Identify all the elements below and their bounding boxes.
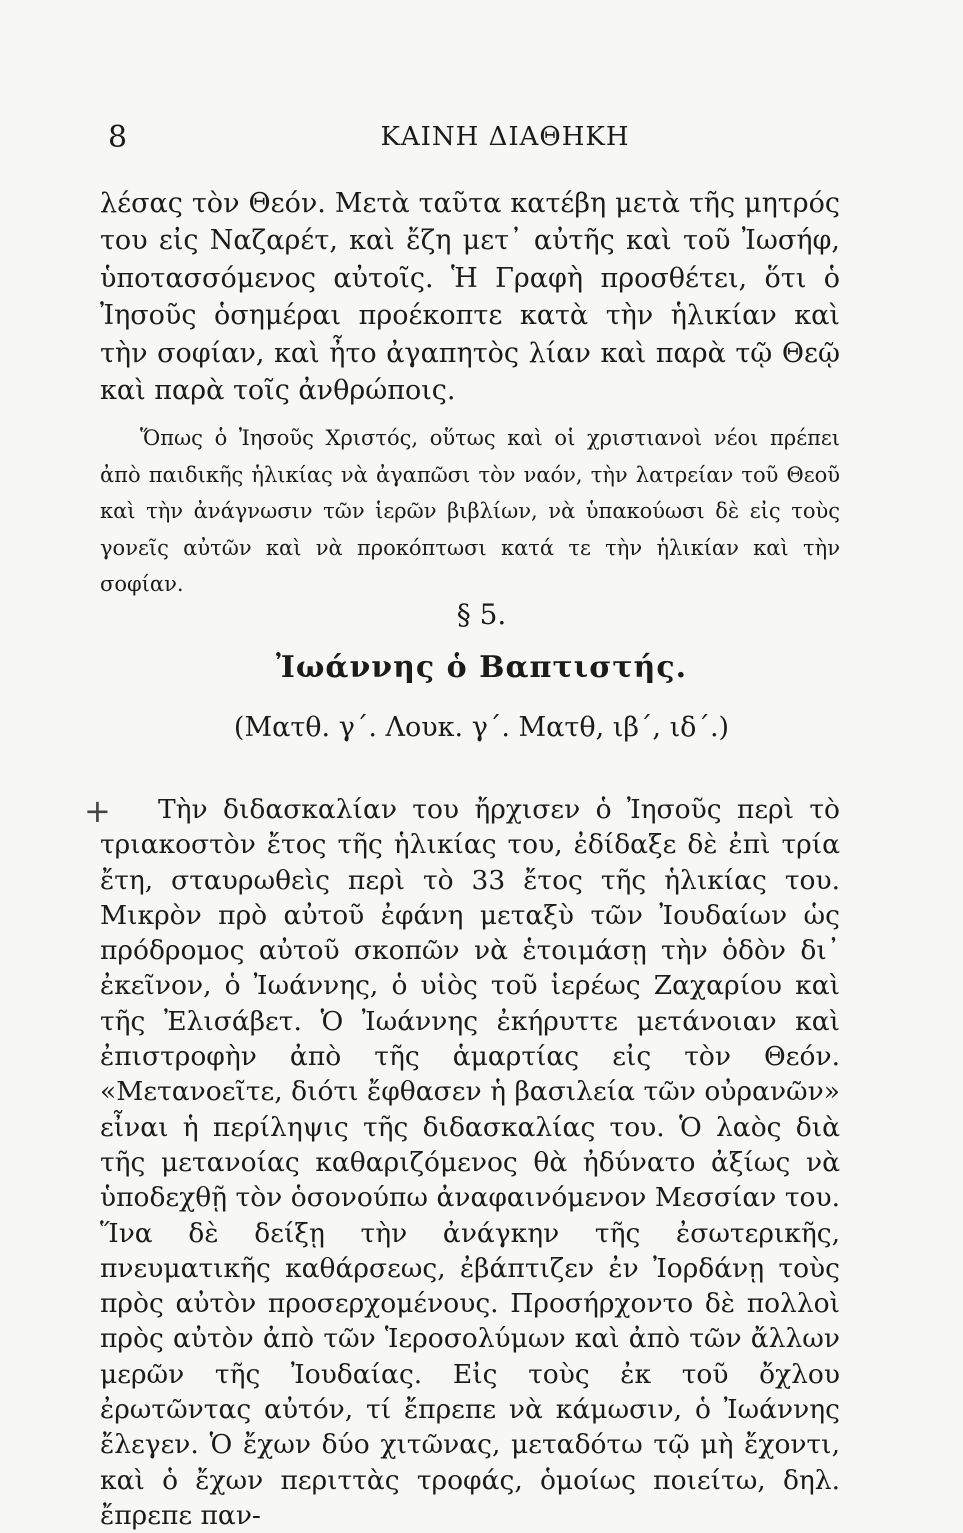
paragraph-2-text: Ὅπως ὁ Ἰησοῦς Χριστός, οὕτως καὶ οἱ χριστιανοὶ νέοι πρέπει ἀπὸ παιδικῆς ἡλικίας νὰ ἀγαπῶσι τὸν ναόν, τὴν λατρείαν τοῦ Θεοῦ καὶ τὴν ἀνάγνωσιν τῶν ἱερῶν βιβλίων, νὰ ὑπακούωσι δὲ εἰς τοὺς γονεῖς αὐτῶν καὶ νὰ προκόπτωσι κατά τε τὴν ἡλικίαν καὶ τὴν σοφίαν. bbox=[100, 426, 840, 596]
running-head: ΚΑΙΝΗ ΔΙΑΘΗΚΗ bbox=[380, 122, 630, 152]
paragraph-3 bbox=[100, 792, 840, 1533]
section-references: (Ματθ. γ΄. Λουκ. γ΄. Ματθ, ιβ΄, ιδ΄.) bbox=[233, 712, 730, 743]
paragraph-2 bbox=[100, 420, 840, 603]
paragraph-3-text: Τὴν διδασκαλίαν του ἤρχισεν ὁ Ἰησοῦς περὶ τὸ τριακοστὸν ἔτος τῆς ἡλικίας του, ἐδίδαξε δὲ ἐπὶ τρία ἔτη, σταυρωθεὶς περὶ τὸ 33 ἔτος τῆς ἡλικίας του. Μικρὸν πρὸ αὐτοῦ ἐφάνη μεταξὺ τῶν Ἰουδαίων ὡς πρόδρομος αὐτοῦ σκοπῶν νὰ ἑτοιμάσῃ τὴν ὁδὸν δι᾽ ἐκεῖνον, ὁ Ἰωάννης, ὁ υἱὸς τοῦ ἱερέως Ζαχαρίου καὶ τῆς Ἐλισάβετ. Ὁ Ἰωάννης ἐκήρυττε μετάνοιαν καὶ ἐπιστροφὴν ἀπὸ τῆς ἁμαρτίας εἰς τὸν Θεόν. «Μετανοεῖτε, διότι ἔφθασεν ἡ βασιλεία τῶν οὐρανῶν» εἶναι ἡ περίληψις τῆς διδασκαλίας του. Ὁ λαὸς διὰ τῆς μετανοίας καθαριζόμενος θὰ ἠδύνατο ἀξίως νὰ ὑποδεχθῇ τὸν ὁσονούπω ἀναφαινόμενον Μεσσίαν του. Ἵνα δὲ δείξῃ τὴν ἀνάγκην τῆς ἐσωτερικῆς, πνευματικῆς καθάρσεως, ἐβάπτιζεν ἐν Ἰορδάνῃ τοὺς πρὸς αὐτὸν προσερχομένους. Προσήρχοντο δὲ πολλοὶ πρὸς αὐτὸν ἀπὸ τῶν Ἱεροσολύμων καὶ ἀπὸ τῶν ἄλλων μερῶν τῆς Ἰουδαίας. Εἰς τοὺς ἐκ τοῦ ὄχλου ἐρωτῶντας αὐτόν, τί ἔπρεπε νὰ κάμωσιν, ὁ Ἰωάννης ἔλεγεν. Ὁ ἔχων δύο χιτῶνας, μεταδότω τῷ μὴ ἔχοντι, καὶ ὁ ἔχων περιττὰς τροφάς, ὁμοίως ποιείτω, δηλ. ἔπρεπε παν- bbox=[100, 794, 840, 1531]
section-number: § 5. bbox=[456, 598, 507, 631]
margin-annotation: + bbox=[84, 792, 111, 830]
paragraph-1-text: λέσας τὸν Θεόν. Μετὰ ταῦτα κατέβη μετὰ τῆς μητρός του εἰς Ναζαρέτ, καὶ ἔζη μετ᾽ αὐτῆς καὶ τοῦ Ἰωσήφ, ὑποτασσόμενος αὐτοῖς. Ἡ Γραφὴ προσθέτει, ὅτι ὁ Ἰησοῦς ὁσημέραι προέκοπτε κατὰ τὴν ἡλικίαν καὶ τὴν σοφίαν, καὶ ἦτο ἀγαπητὸς λίαν καὶ παρὰ τῷ Θεῷ καὶ παρὰ τοῖς ἀνθρώποις. bbox=[100, 188, 840, 407]
page-header bbox=[100, 120, 840, 160]
section-title: Ἰωάννης ὁ Βαπτιστής. bbox=[275, 650, 688, 685]
page-number: 8 bbox=[108, 120, 128, 155]
paragraph-1 bbox=[100, 185, 840, 409]
